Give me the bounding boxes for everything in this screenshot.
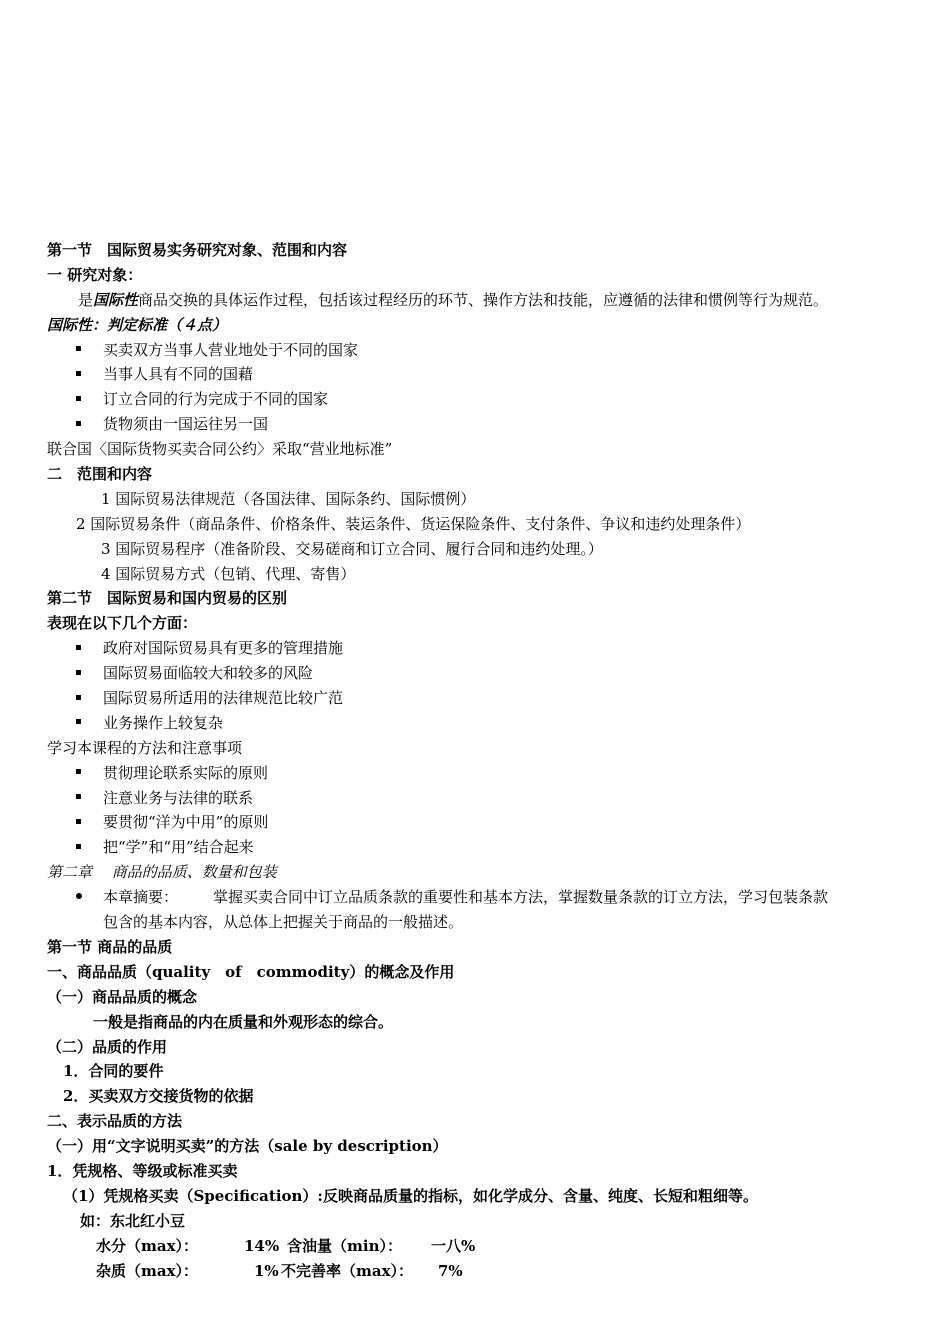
subsection-heading: [0, 611, 950, 636]
subsection-heading: [0, 1109, 950, 1134]
spec-label: 不完善率（max）：: [281, 1261, 414, 1280]
list-item: [0, 786, 950, 811]
list-item-text: 订立合同的行为完成于不同的国家: [103, 390, 329, 409]
list-item-text: 货物须由一国运往另一国: [103, 415, 269, 434]
section-title: [0, 238, 950, 263]
paragraph-text: （1）凭规格买卖（Specification）:反映商品质量的指标，如化学成分、含量、纯度、长短和粗细等。: [63, 1186, 758, 1205]
subsection-heading: [0, 462, 950, 487]
square-bullet-icon: [76, 661, 81, 686]
square-bullet-icon: [76, 786, 81, 811]
paragraph-text: 一般是指商品的内在质量和外观形态的综合。: [93, 1012, 394, 1031]
paragraph-prefix: 是: [78, 290, 94, 309]
spec-row: [0, 1234, 950, 1259]
section-title: [0, 935, 950, 960]
numbered-item-text: 2．买卖双方交接货物的依据: [63, 1087, 254, 1106]
paragraph-text: 商品交换的具体运作过程，包括该过程经历的环节、操作方法和技能，应遵循的法律和惯例等行为规范。: [138, 290, 829, 309]
list-item-text: 国际贸易所适用的法律规范比较广范: [103, 689, 344, 708]
paragraph: [0, 736, 950, 761]
heading-text: （一）用“文字说明买卖”的方法（sale by description）: [47, 1137, 448, 1156]
spec-value: 14%: [244, 1236, 280, 1255]
spec-row: [0, 1259, 950, 1284]
heading-text: 一 研究对象：: [47, 265, 143, 284]
spec-value: 7%: [438, 1261, 463, 1280]
heading-text: （二）品质的作用: [47, 1037, 168, 1056]
chapter-title: [0, 860, 950, 885]
list-item: [0, 761, 950, 786]
chapter-summary-continued: [0, 910, 950, 935]
scope-item-text: 4 国际贸易方式（包销、代理、寄售）: [101, 564, 356, 583]
example-text: 如：东北红小豆: [80, 1211, 186, 1230]
numbered-item: [0, 1059, 950, 1084]
list-item: [0, 835, 950, 860]
list-item-text: 贯彻理论联系实际的原则: [103, 763, 269, 782]
paragraph: [0, 1184, 950, 1209]
spec-label: 水分（max）：: [96, 1236, 199, 1255]
subsection-heading: [0, 960, 950, 985]
list-item-text: 注意业务与法律的联系: [103, 788, 254, 807]
square-bullet-icon: [76, 835, 81, 860]
spec-value: 一八%: [431, 1236, 476, 1255]
spec-label: 含油量（min）：: [287, 1236, 402, 1255]
list-item: [0, 338, 950, 363]
square-bullet-icon: [76, 338, 81, 363]
list-item: [0, 387, 950, 412]
scope-item-text: 1 国际贸易法律规范（各国法律、国际条约、国际惯例）: [101, 489, 476, 508]
criteria-heading: [0, 313, 950, 338]
scope-item: [0, 537, 950, 562]
square-bullet-icon: [76, 761, 81, 786]
square-bullet-icon: [76, 711, 81, 736]
round-bullet-icon: [76, 885, 82, 910]
list-item: [0, 686, 950, 711]
paragraph: [0, 437, 950, 462]
square-bullet-icon: [76, 686, 81, 711]
list-item-text: 要贯彻“洋为中用”的原则: [103, 813, 269, 832]
scope-item: [0, 487, 950, 512]
subsection-heading: [0, 263, 950, 288]
square-bullet-icon: [76, 636, 81, 661]
scope-item: [0, 512, 950, 537]
square-bullet-icon: [76, 387, 81, 412]
paragraph-text: 学习本课程的方法和注意事项: [47, 738, 243, 757]
example-label: [0, 1209, 950, 1234]
summary-text: 掌握买卖合同中订立品质条款的重要性和基本方法，掌握数量条款的订立方法，学习包装条款: [213, 888, 829, 907]
paragraph-text: 联合国〈国际货物买卖合同公约〉采取“营业地标准”: [47, 440, 393, 459]
list-item-text: 业务操作上较复杂: [103, 713, 224, 732]
subsection-heading: [0, 1159, 950, 1184]
paragraph: [0, 1010, 950, 1035]
list-item: [0, 661, 950, 686]
square-bullet-icon: [76, 412, 81, 437]
document-body: [0, 238, 950, 1283]
heading-text: 二、表示品质的方法: [47, 1112, 183, 1131]
subsection-heading: [0, 1035, 950, 1060]
paragraph: [0, 288, 950, 313]
section-title: [0, 586, 950, 611]
spec-value: 1%: [254, 1261, 279, 1280]
emphasis-term: 国际性: [93, 290, 139, 309]
scope-item-text: 3 国际贸易程序（准备阶段、交易磋商和订立合同、履行合同和违约处理。）: [101, 539, 603, 558]
heading-text: 二 范围和内容: [47, 465, 153, 484]
scope-item: [0, 562, 950, 587]
heading-text: 第二章 商品的品质、数量和包装: [47, 863, 277, 882]
heading-text: （一）商品品质的概念: [47, 987, 198, 1006]
subsection-heading: [0, 985, 950, 1010]
list-item: [0, 711, 950, 736]
list-item-text: 把“学”和“用”结合起来: [103, 838, 254, 857]
list-item: [0, 362, 950, 387]
heading-text: 第一节 国际贸易实务研究对象、范围和内容: [47, 241, 348, 259]
heading-text: 第二节 国际贸易和国内贸易的区别: [47, 589, 288, 608]
list-item: [0, 412, 950, 437]
list-item-text: 当事人具有不同的国藉: [103, 365, 254, 384]
numbered-item-text: 1．合同的要件: [63, 1062, 164, 1081]
list-item: [0, 636, 950, 661]
summary-label: 本章摘要：: [103, 888, 179, 907]
scope-item-text: 2 国际贸易条件（商品条件、价格条件、装运条件、货运保险条件、支付条件、争议和违约处理条件）: [76, 514, 751, 533]
list-item-text: 买卖双方当事人营业地处于不同的国家: [103, 340, 359, 359]
heading-text: 一、商品品质（quality of commodity）的概念及作用: [47, 962, 455, 981]
chapter-summary: [0, 885, 950, 910]
spec-label: 杂质（max）：: [96, 1261, 199, 1280]
heading-text: 1．凭规格、等级或标准买卖: [47, 1161, 238, 1180]
heading-text: 第一节 商品的品质: [47, 937, 173, 956]
subsection-heading: [0, 1134, 950, 1159]
summary-text: 包含的基本内容，从总体上把握关于商品的一般描述。: [103, 913, 464, 932]
numbered-item: [0, 1084, 950, 1109]
list-item-text: 国际贸易面临较大和较多的风险: [103, 664, 314, 683]
heading-text: 国际性：判定标准（４点）: [47, 315, 228, 334]
heading-text: 表现在以下几个方面：: [47, 614, 198, 633]
list-item: [0, 810, 950, 835]
list-item-text: 政府对国际贸易具有更多的管理措施: [103, 639, 344, 658]
square-bullet-icon: [76, 362, 81, 387]
square-bullet-icon: [76, 810, 81, 835]
